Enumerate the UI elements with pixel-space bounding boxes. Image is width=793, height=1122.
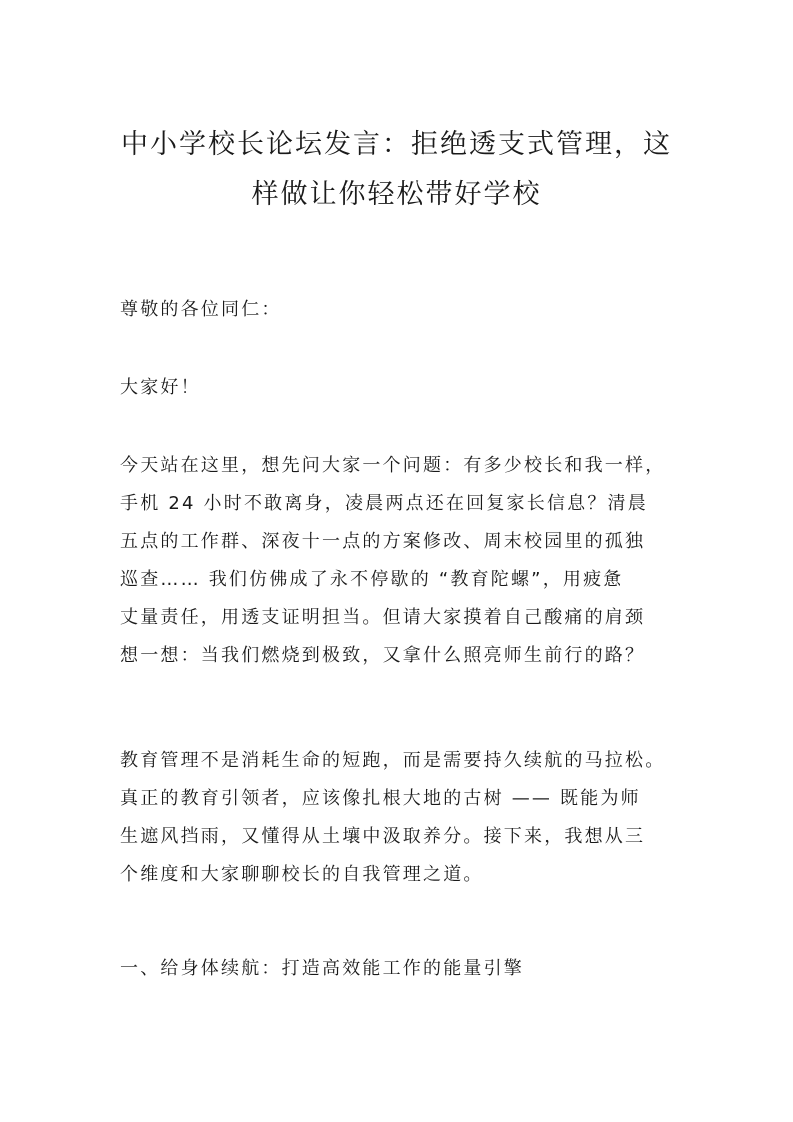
greeting: 大家好！ <box>120 377 201 398</box>
paragraph-2 <box>120 742 690 894</box>
document-title <box>110 120 683 220</box>
paragraph-line: 真正的教育引领者，应该像扎根大地的古树 —— 既能为师 <box>120 788 641 809</box>
section-heading-1: 一、给身体续航：打造高效能工作的能量引擎 <box>120 958 524 979</box>
paragraph-line: 手机 24 小时不敢离身，凌晨两点还在回复家长信息？清晨 <box>120 493 648 514</box>
paragraph-line: 教育管理不是消耗生命的短跑，而是需要持久续航的马拉松。 <box>120 750 666 771</box>
salutation: 尊敬的各位同仁： <box>120 299 282 320</box>
title-line: 样做让你轻松带好学校 <box>251 179 542 210</box>
paragraph-line: 想一想：当我们燃烧到极致，又拿什么照亮师生前行的路？ <box>120 645 646 666</box>
paragraph-line: 今天站在这里，想先问大家一个问题：有多少校长和我一样， <box>120 455 666 476</box>
paragraph-line: 巡查…… 我们仿佛成了永不停歇的 “教育陀螺”，用疲惫 <box>120 569 624 590</box>
paragraph-line: 丈量责任，用透支证明担当。但请大家摸着自己酸痛的肩颈 <box>120 607 646 628</box>
paragraph-line: 个维度和大家聊聊校长的自我管理之道。 <box>120 864 484 885</box>
paragraph-line: 生遮风挡雨，又懂得从土壤中汲取养分。接下来，我想从三 <box>120 826 646 847</box>
title-line: 中小学校长论坛发言：拒绝透支式管理，这 <box>121 129 672 160</box>
paragraph-line: 五点的工作群、深夜十一点的方案修改、周末校园里的孤独 <box>120 531 646 552</box>
paragraph-1 <box>120 447 690 675</box>
